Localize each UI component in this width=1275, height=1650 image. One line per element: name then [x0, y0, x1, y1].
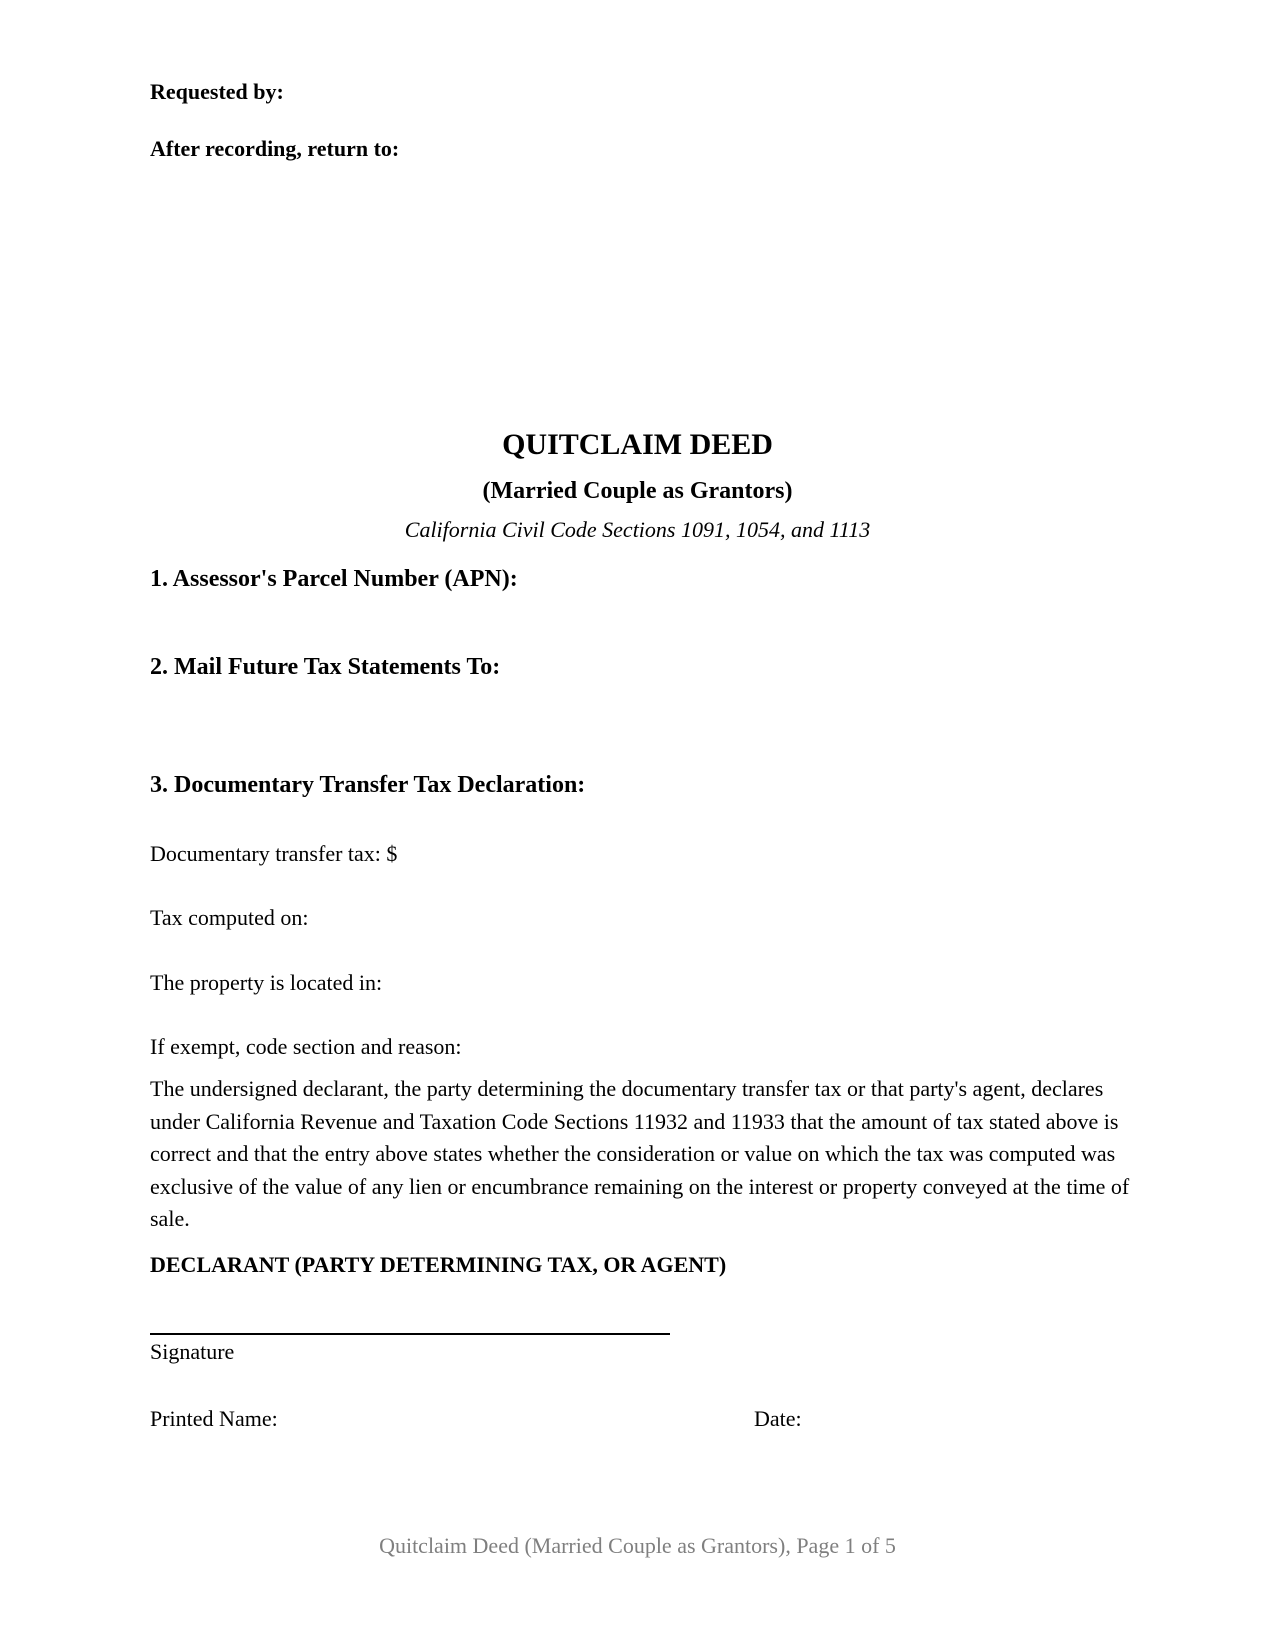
- tax-computed-on-label: Tax computed on:: [150, 905, 309, 930]
- signature-line: [150, 1333, 670, 1335]
- declaration-paragraph: The undersigned declarant, the party determining the documentary transfer tax or that party's agent, declares under California Revenue and Taxation Code Sections 11932 and 11933 that the amount of tax stated above is correct and that the entry above states whether the consideration or value on which the tax was computed was exclusive of the value of any lien or encumbrance remaining on the interest or property conveyed at the time of sale.: [150, 1076, 1130, 1231]
- page-footer: Quitclaim Deed (Married Couple as Grantors), Page 1 of 5: [379, 1533, 896, 1558]
- signature-label: Signature: [150, 1339, 235, 1364]
- exempt-reason-label: If exempt, code section and reason:: [150, 1034, 462, 1059]
- section-apn: 1. Assessor's Parcel Number (APN):: [150, 566, 518, 592]
- section-transfer-tax: 3. Documentary Transfer Tax Declaration:: [150, 772, 586, 798]
- code-reference: California Civil Code Sections 1091, 1054, and 1113: [404, 517, 871, 542]
- requested-by-label: Requested by:: [150, 79, 284, 104]
- section-mail-tax-statements: 2. Mail Future Tax Statements To:: [150, 654, 501, 680]
- tax-amount-label: Documentary transfer tax: $: [150, 841, 398, 866]
- date-label: Date:: [754, 1406, 802, 1431]
- property-location-label: The property is located in:: [150, 970, 383, 995]
- page-title: QUITCLAIM DEED: [502, 428, 773, 461]
- declarant-heading: DECLARANT (PARTY DETERMINING TAX, OR AGENT): [150, 1252, 727, 1277]
- printed-name-label: Printed Name:: [150, 1406, 278, 1431]
- page-subtitle: (Married Couple as Grantors): [482, 478, 793, 504]
- return-to-label: After recording, return to:: [150, 136, 400, 161]
